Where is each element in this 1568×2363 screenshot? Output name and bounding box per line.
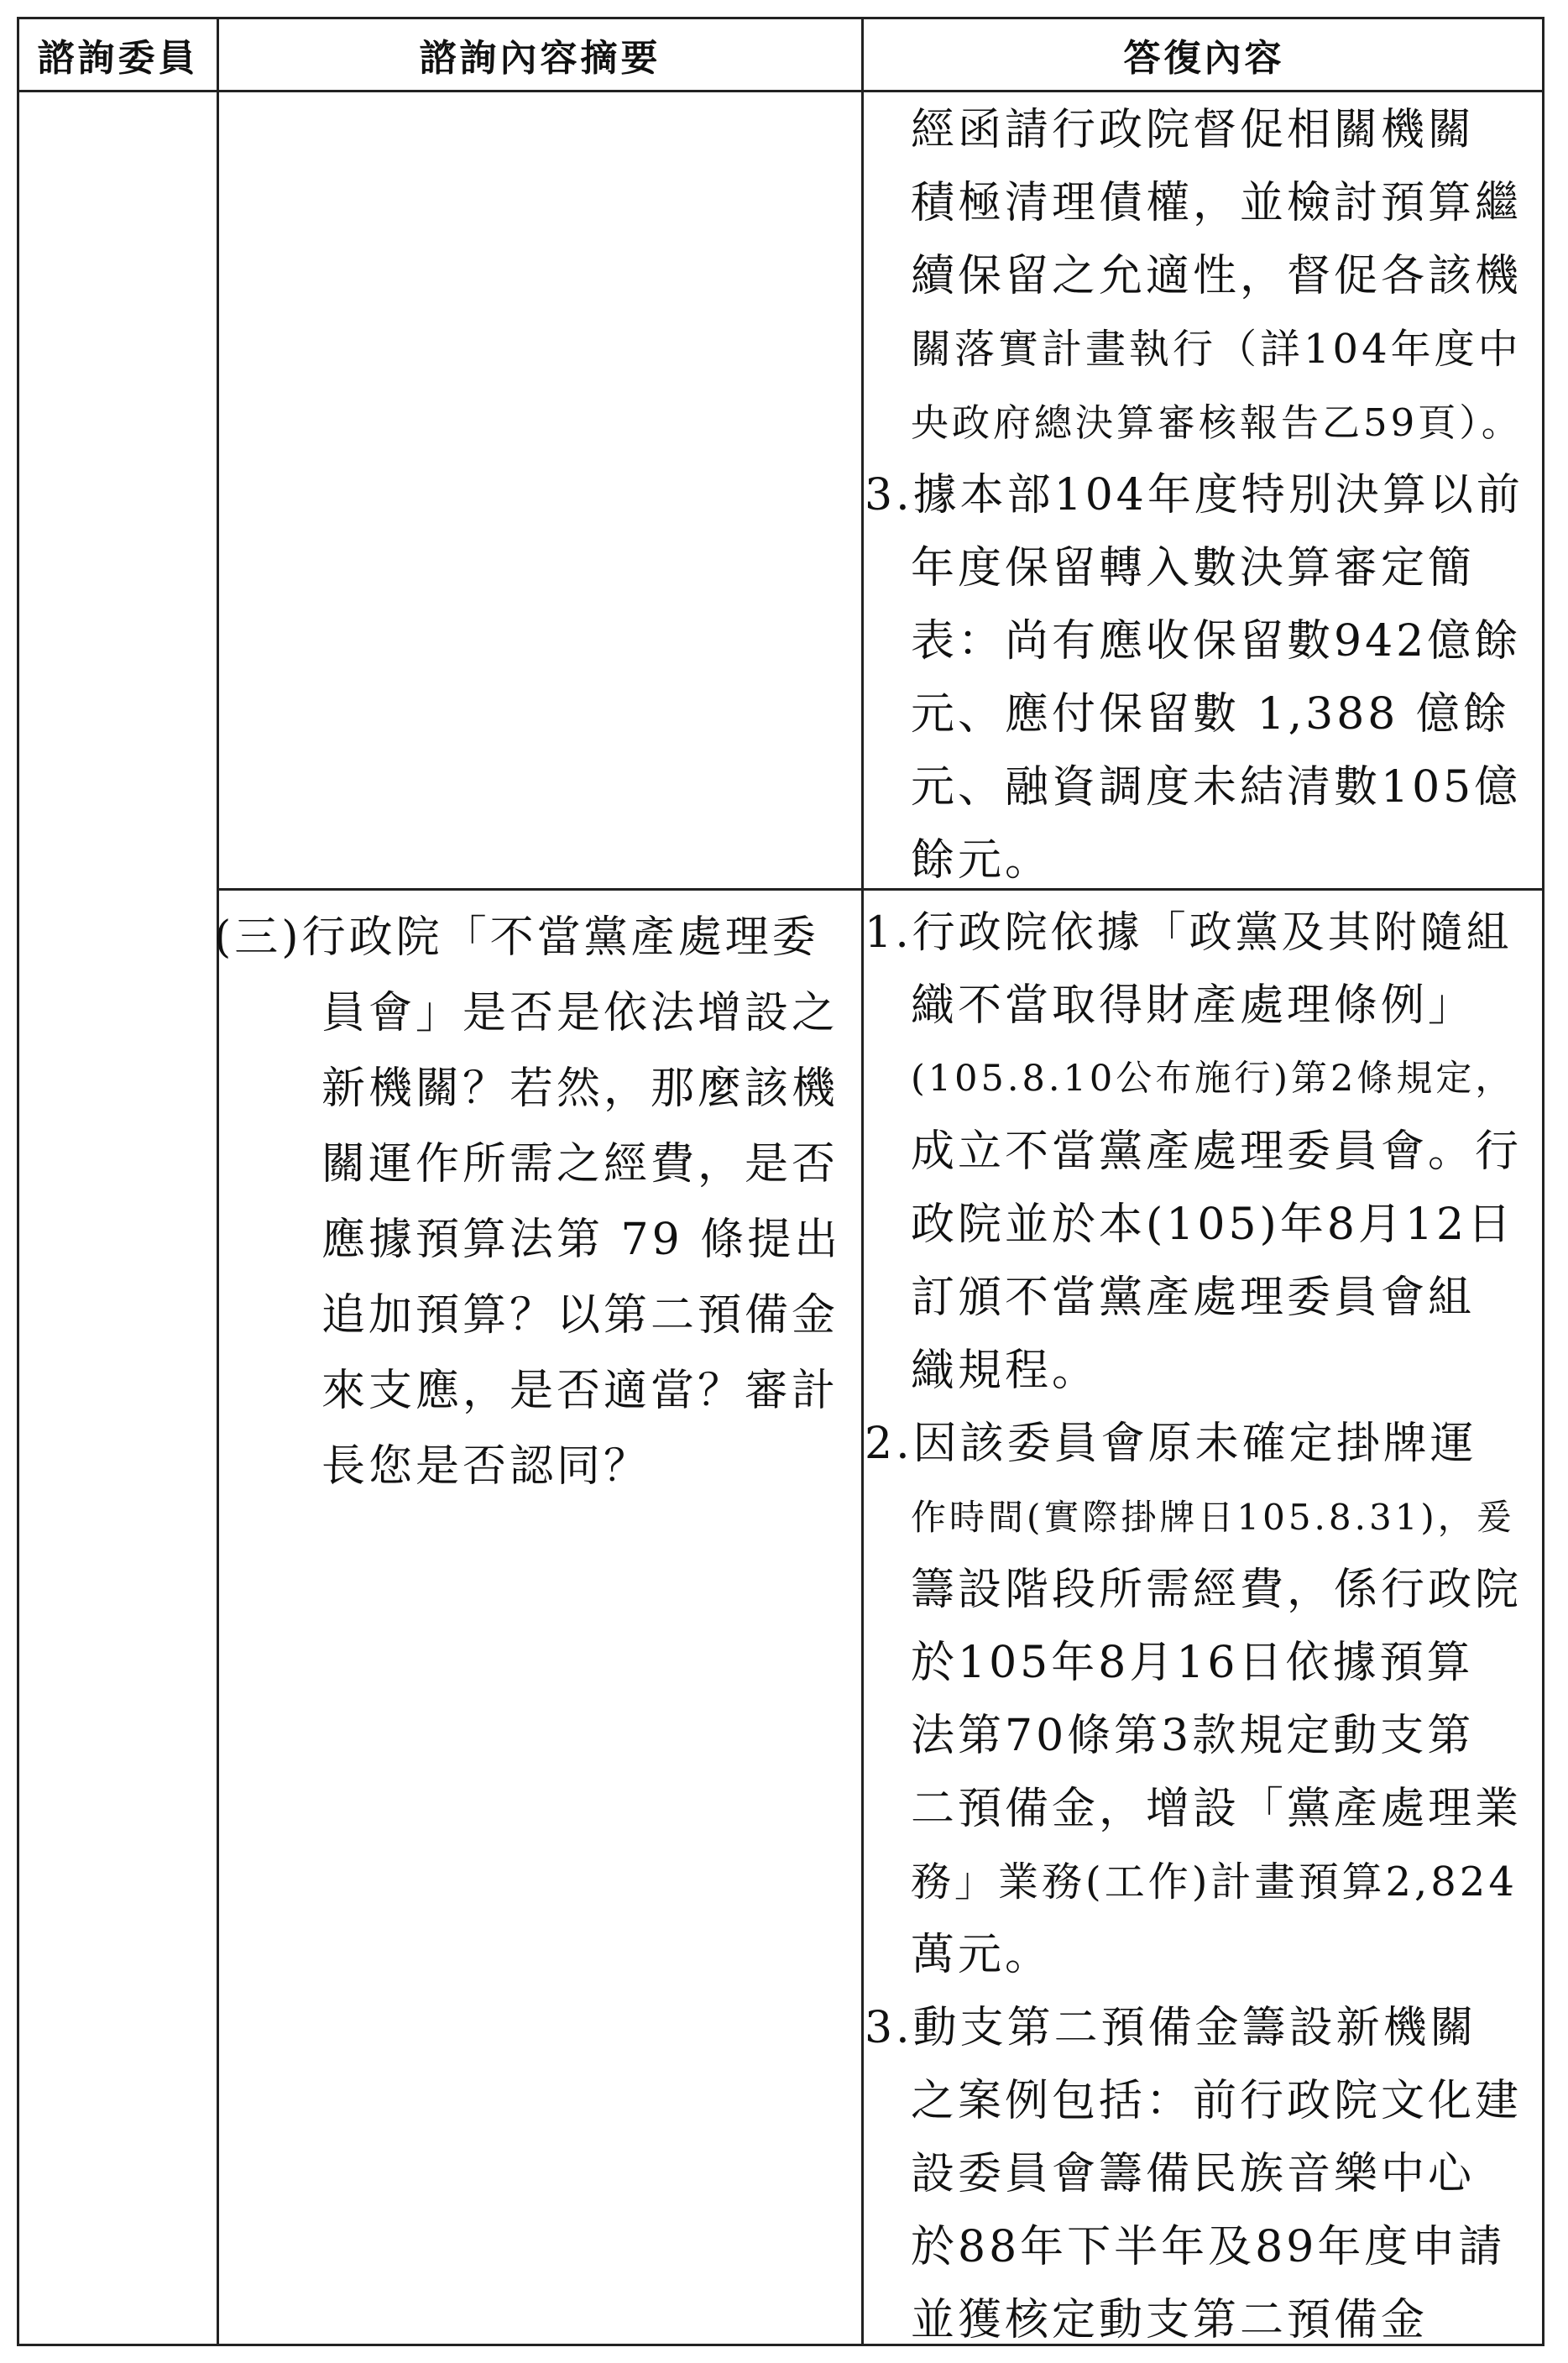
reply-line: 3.動支第二預備金籌設新機關	[865, 2003, 1477, 2053]
reply-line: 央政府總決算審核報告乙59頁）。	[911, 400, 1523, 445]
question-line: 關運作所需之經費，是否	[321, 1139, 839, 1189]
reply-line: 設委員會籌備民族音樂中心	[911, 2149, 1476, 2199]
reply-line: 積極清理債權，並檢討預算繼	[911, 178, 1523, 228]
reply-line: 於105年8月16日依據預算	[911, 1638, 1474, 1688]
reply-line: 表：尚有應收保留數942億餘	[911, 616, 1522, 667]
question-line: 員會」是否是依法增設之	[321, 988, 839, 1038]
reply-line: 成立不當黨產處理委員會。行	[911, 1127, 1523, 1177]
reply-line: 關落實計畫執行（詳104年度中	[911, 326, 1522, 373]
row1-reply	[865, 94, 1524, 897]
row2-question	[214, 900, 852, 1504]
header-member: 諮詢委員	[37, 37, 199, 80]
reply-line: 於88年下半年及89年度申請	[911, 2222, 1506, 2272]
reply-line: 二預備金，增設「黨產處理業	[911, 1784, 1523, 1834]
reply-line: 籌設階段所需經費，係行政院	[911, 1565, 1523, 1615]
reply-line: 續保留之允適性，督促各該機	[911, 251, 1523, 301]
reply-line: 訂頒不當黨產處理委員會組	[911, 1273, 1476, 1323]
reply-line: 元、應付保留數 1,388 億餘	[911, 689, 1510, 740]
header-divider	[19, 90, 1542, 92]
reply-line: 年度保留轉入數決算審定簡	[911, 543, 1476, 593]
row2-reply	[865, 897, 1524, 2357]
reply-line: 萬元。	[911, 1930, 1053, 1980]
question-line: 追加預算？以第二預備金	[321, 1290, 839, 1341]
reply-line: 1.行政院依據「政黨及其附隨組	[865, 908, 1513, 958]
reply-line: 法第70條第3款規定動支第	[911, 1711, 1475, 1761]
reply-line: 織規程。	[911, 1346, 1100, 1396]
reply-line: 元、融資調度未結清數105億	[911, 762, 1522, 813]
reply-line: 織不當取得財產處理條例」	[911, 980, 1476, 1031]
column-divider-2	[861, 19, 864, 2344]
question-line: 應據預算法第 79 條提出	[321, 1215, 842, 1265]
reply-line: 務」業務(工作)計畫預算2,824	[911, 1859, 1518, 1906]
reply-line: 作時間(實際掛牌日105.8.31)，爰	[911, 1497, 1515, 1538]
reply-line: 並獲核定動支第二預備金	[911, 2295, 1429, 2345]
reply-line: 之案例包括：前行政院文化建	[911, 2076, 1523, 2126]
header-summary: 諮詢內容摘要	[419, 37, 661, 80]
reply-line: 經函請行政院督促相關機關	[911, 105, 1476, 155]
question-line: 長您是否認同？	[321, 1441, 651, 1492]
reply-line: 餘元。	[911, 835, 1053, 886]
reply-line: 2.因該委員會原未確定掛牌運	[865, 1419, 1477, 1469]
reply-line: 3.據本部104年度特別決算以前	[865, 470, 1524, 520]
reply-line: (105.8.10公布施行)第2條規定，	[911, 1058, 1515, 1100]
question-line: 新機關？若然，那麼該機	[321, 1064, 839, 1114]
header-reply: 答復內容	[1123, 37, 1285, 80]
question-line: 來支應，是否適當？審計	[321, 1366, 839, 1416]
question-line: (三)行政院「不當黨產處理委	[214, 912, 819, 963]
reply-line: 政院並於本(105)年8月12日	[911, 1200, 1515, 1250]
